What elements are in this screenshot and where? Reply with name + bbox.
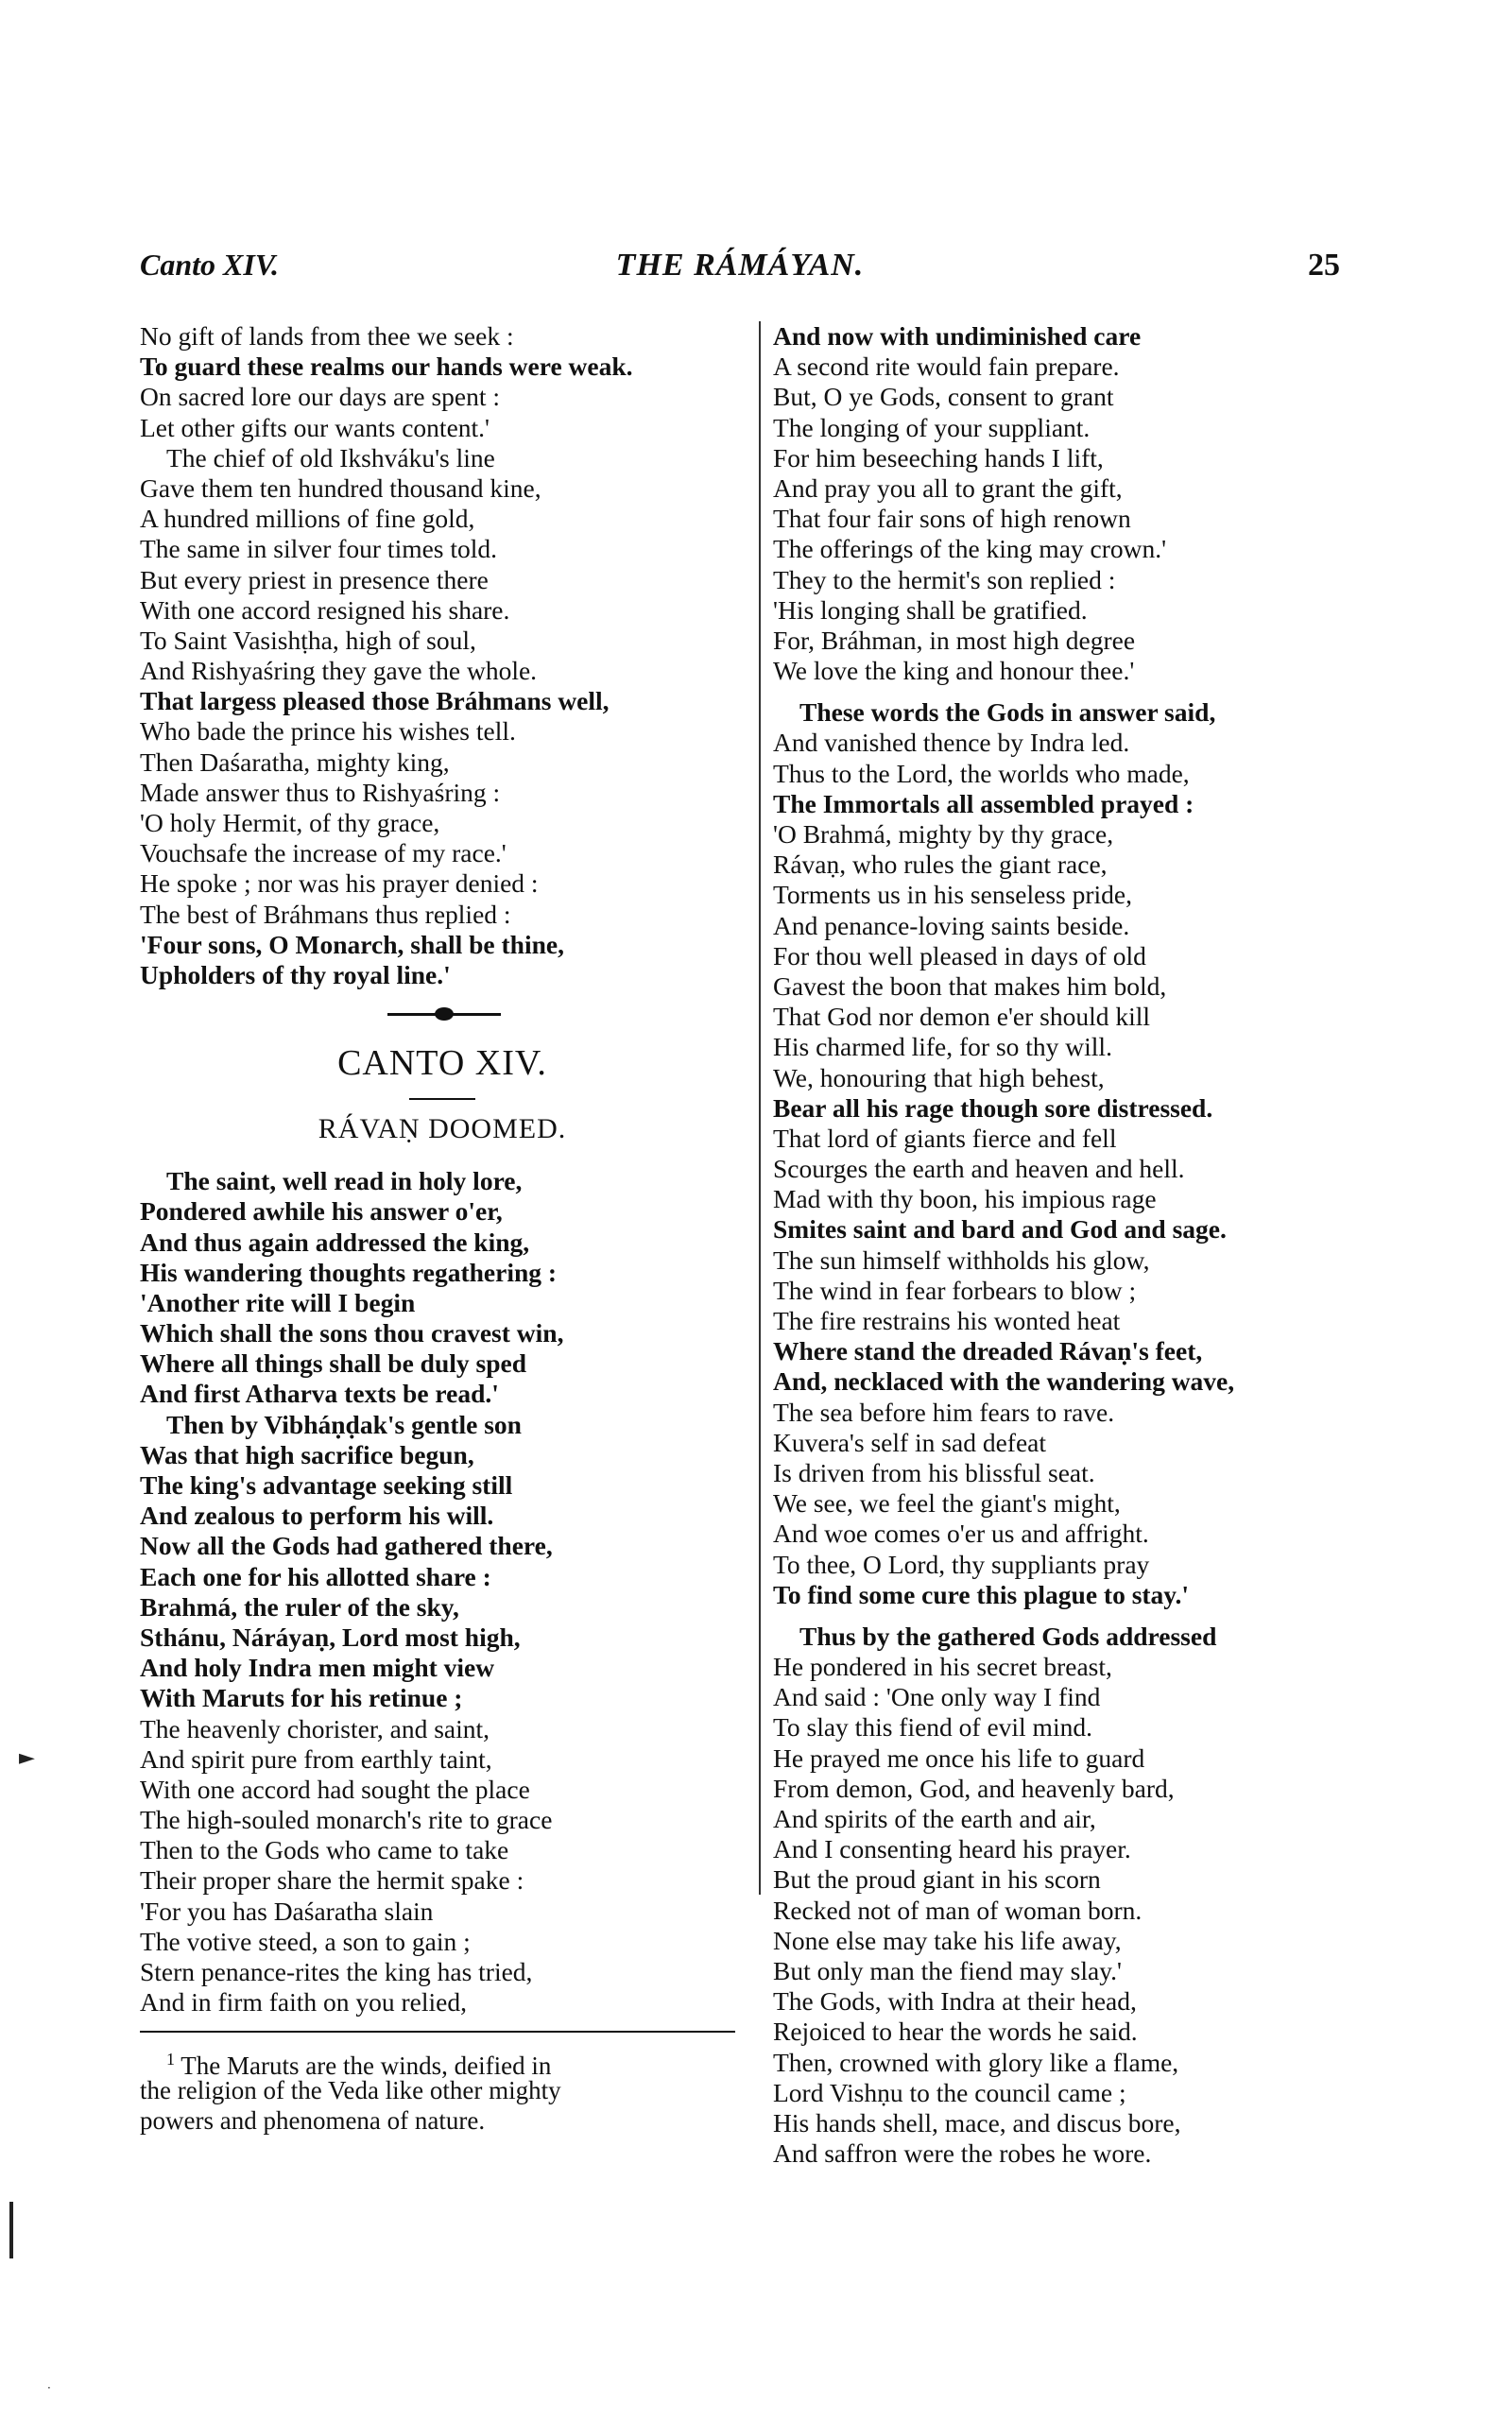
footnote-line: the religion of the Veda like other mighty [140,2075,561,2104]
verse-line: That largess pleased those Bráhmans well, [140,686,610,716]
verse-line: Torments us in his senseless pride, [773,880,1132,910]
verse-line: Then by Vibháṇḍak's gentle son [166,1409,522,1439]
footnote-line: powers and phenomena of nature. [140,2105,486,2135]
footnote-line [140,2044,745,2081]
verse-line: The wind in fear forbears to blow ; [773,1275,1137,1305]
running-head-canto: Canto XIV. [140,248,280,282]
verse-line: And holy Indra men might view [140,1653,495,1683]
verse-line: A second rite would fain prepare. [773,352,1120,382]
verse-line: Kuvera's self in sad defeat [773,1427,1047,1457]
verse-line: And woe comes o'er us and affright. [773,1519,1149,1549]
verse-line: He spoke ; nor was his prayer denied : [140,868,539,899]
canto-verse [140,1166,745,2018]
verse-line: Which shall the sons thou cravest win, [140,1318,564,1348]
verse-line: And penance-loving saints beside. [773,910,1130,940]
verse-line: The best of Bráhmans thus replied : [140,899,511,929]
left-column-verse [140,321,745,990]
verse-line: The fire restrains his wonted heat [773,1306,1121,1335]
stanza-gap [773,1610,1364,1622]
verse-line: And zealous to perform his will. [140,1501,494,1531]
verse-line: To find some cure this plague to stay.' [773,1579,1190,1609]
verse-line: The sea before him fears to rave. [773,1397,1115,1427]
verse-line: The Gods, with Indra at their head, [773,1986,1137,2017]
canto-title: CANTO XIV. [337,1043,547,1084]
verse-line: 'For you has Daśaratha slain [140,1896,434,1926]
verse-line: We love the king and honour thee.' [773,656,1135,686]
section-ornament [140,990,745,1038]
verse-line: Each one for his allotted share : [140,1561,491,1591]
verse-line: The votive steed, a son to gain ; [140,1926,471,1956]
verse-line: Where stand the dreaded Rávaṇ's feet, [773,1336,1203,1366]
verse-line: To thee, O Lord, thy suppliants pray [773,1549,1150,1579]
footnote-marker: 1 [166,2050,175,2069]
verse-line: Recked not of man of woman born. [773,1895,1143,1925]
verse-line: Lord Vishṇu to the council came ; [773,2077,1126,2107]
verse-line: The king's advantage seeking still [140,1470,513,1500]
verse-line: And in firm faith on you relied, [140,1987,467,2018]
verse-line: His wandering thoughts regathering : [140,1257,558,1287]
verse-line: And vanished thence by Indra led. [773,728,1130,758]
column-divider [759,321,761,1895]
verse-line: Gave them ten hundred thousand kine, [140,472,541,503]
margin-bracket [9,2202,13,2258]
verse-line: But the proud giant in his scorn [773,1864,1101,1895]
verse-line: And, necklaced with the wandering wave, [773,1366,1235,1397]
verse-line: The Immortals all assembled prayed : [773,788,1194,818]
canto-subtitle: RÁVAṆ DOOMED. [318,1113,567,1145]
verse-line: Smites saint and bard and God and sage. [773,1214,1227,1245]
verse-line: And first Atharva texts be read.' [140,1379,499,1409]
footnote-text: The Maruts are the winds, deified in [180,2052,552,2081]
verse-line: Rejoiced to hear the words he said. [773,2017,1138,2047]
verse-line: Their proper share the hermit spake : [140,1865,524,1896]
verse-line: And saffron were the robes he wore. [773,2138,1152,2169]
verse-line: And thus again addressed the king, [140,1227,530,1257]
verse-line: Then to the Gods who came to take [140,1835,509,1865]
ornament-dot [435,1007,454,1021]
verse-line: Stern penance-rites the king has tried, [140,1957,533,1986]
footnote [140,2044,745,2136]
verse-line: Now all the Gods had gathered there, [140,1531,553,1561]
verse-line: No gift of lands from thee we seek : [140,321,514,351]
verse-line: Sthánu, Náráyaṇ, Lord most high, [140,1622,521,1652]
verse-line: These words the Gods in answer said, [799,697,1216,728]
verse-line: For, Bráhman, in most high degree [773,625,1136,655]
verse-line: Then Daśaratha, mighty king, [140,747,450,777]
verse-line: For thou well pleased in days of old [773,940,1146,970]
verse-line: 'Another rite will I begin [140,1287,416,1317]
left-column [140,321,745,2136]
running-head [140,248,1340,295]
page-number: 25 [1308,248,1340,283]
verse-line: Brahmá, the ruler of the sky, [140,1591,459,1622]
scan-mark: · [47,2381,51,2395]
verse-line: We, honouring that high behest, [773,1062,1105,1092]
verse-line: He prayed me once his life to guard [773,1743,1145,1773]
verse-line: Rávaṇ, who rules the giant race, [773,850,1108,880]
verse-line: 'O holy Hermit, of thy grace, [140,808,440,837]
verse-line: But every priest in presence there [140,564,489,594]
verse-line: And Rishyaśring they gave the whole. [140,656,538,686]
verse-line: Then, crowned with glory like a flame, [773,2047,1179,2077]
verse-line: Thus to the Lord, the worlds who made, [773,758,1190,788]
verse-line: 'His longing shall be gratified. [773,594,1088,625]
verse-line: Mad with thy boon, his impious rage [773,1184,1157,1214]
margin-arrow-icon: ► [19,1746,35,1770]
verse-line: 'Four sons, O Monarch, shall be thine, [140,929,564,959]
verse-line: The saint, well read in holy lore, [166,1166,523,1196]
running-head-title: THE RÁMÁYAN. [615,248,865,283]
verse-line: The sun himself withholds his glow, [773,1245,1150,1275]
verse-line: Upholders of thy royal line.' [140,959,451,989]
right-column [773,321,1364,2169]
verse-line: Vouchsafe the increase of my race.' [140,838,507,868]
verse-line: That four fair sons of high renown [773,504,1131,534]
verse-line: Bear all his rage though sore distressed. [773,1092,1213,1123]
footnote-rule [140,2031,735,2033]
verse-line: Made answer thus to Rishyaśring : [140,777,501,807]
verse-line: He pondered in his secret breast, [773,1652,1112,1682]
verse-line: From demon, God, and heavenly bard, [773,1773,1175,1803]
verse-line: To Saint Vasishṭha, high of soul, [140,625,476,655]
verse-line: Pondered awhile his answer o'er, [140,1196,503,1227]
verse-line: And spirit pure from earthly taint, [140,1743,492,1774]
verse-line: But, O ye Gods, consent to grant [773,382,1114,412]
verse-line: The heavenly chorister, and saint, [140,1713,490,1743]
verse-line: And I consenting heard his prayer. [773,1834,1131,1864]
verse-line: His charmed life, for so thy will. [773,1032,1112,1062]
verse-line: Was that high sacrifice begun, [140,1439,474,1469]
verse-line: His hands shell, mace, and discus bore, [773,2107,1181,2138]
verse-line: With one accord had sought the place [140,1774,530,1804]
verse-line: But only man the fiend may slay.' [773,1955,1123,1985]
right-column-verse [773,321,1364,2169]
verse-line: And spirits of the earth and air, [773,1804,1096,1833]
verse-line: To guard these realms our hands were weak. [140,352,633,382]
verse-line: And pray you all to grant the gift, [773,472,1123,503]
verse-line: That lord of giants fierce and fell [773,1123,1117,1153]
verse-line: With one accord resigned his share. [140,594,510,625]
verse-line: Who bade the prince his wishes tell. [140,716,516,747]
verse-line: The same in silver four times told. [140,534,498,564]
verse-line: A hundred millions of fine gold, [140,504,475,534]
verse-line: Is driven from his blissful seat. [773,1457,1095,1487]
verse-line: With Maruts for his retinue ; [140,1683,463,1713]
verse-line: Scourges the earth and heaven and hell. [773,1154,1185,1184]
verse-line: The longing of your suppliant. [773,412,1091,442]
verse-line: To slay this fiend of evil mind. [773,1712,1092,1743]
verse-line: We see, we feel the giant's might, [773,1488,1121,1519]
verse-line: Gavest the boon that makes him bold, [773,970,1167,1001]
verse-line: They to the hermit's son replied : [773,564,1116,594]
verse-line: On sacred lore our days are spent : [140,382,501,412]
verse-line: The offerings of the king may crown.' [773,534,1167,564]
title-rule [409,1098,475,1100]
verse-line: Let other gifts our wants content.' [140,412,490,442]
verse-line: And said : 'One only way I find [773,1682,1101,1712]
verse-line: The high-souled monarch's rite to grace [140,1805,553,1835]
verse-line: 'O Brahmá, mighty by thy grace, [773,819,1114,849]
verse-line: And now with undiminished care [773,321,1142,351]
verse-line: The chief of old Ikshváku's line [166,442,495,472]
verse-line: That God nor demon e'er should kill [773,1002,1151,1032]
verse-line: Where all things shall be duly sped [140,1348,527,1379]
stanza-gap [773,686,1364,697]
verse-line: None else may take his life away, [773,1925,1122,1955]
verse-line: For him beseeching hands I lift, [773,442,1104,472]
verse-line: Thus by the gathered Gods addressed [799,1621,1217,1651]
